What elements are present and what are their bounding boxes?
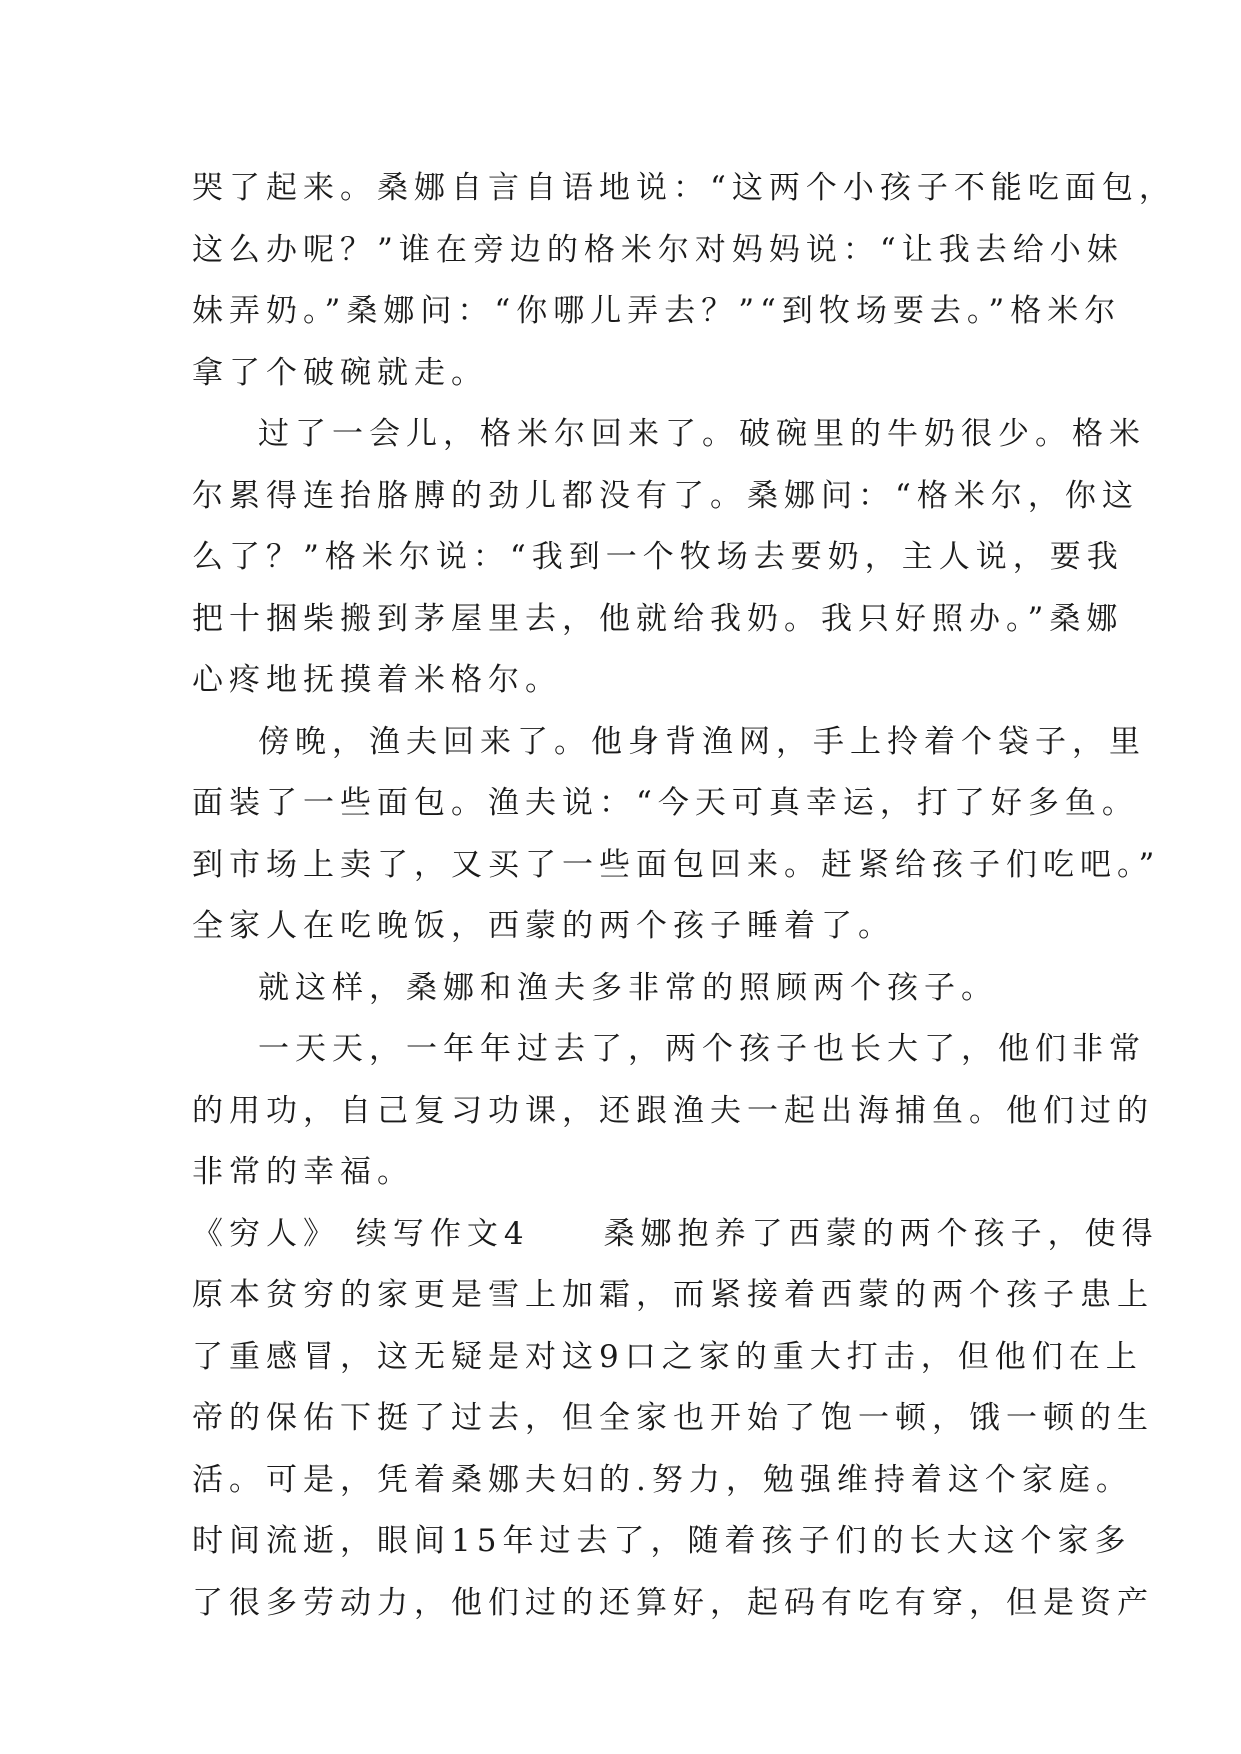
- text-line: 一天天，一年年过去了，两个孩子也长大了，他们非常: [258, 1031, 1146, 1067]
- text-line: 妹弄奶。”桑娜问：“你哪儿弄去？”“到牧场要去。”格米尔: [192, 293, 1122, 329]
- text-line: 全家人在吃晚饭，西蒙的两个孩子睡着了。: [192, 908, 895, 944]
- text-line: 到市场上卖了，又买了一些面包回来。赶紧给孩子们吃吧。”: [192, 846, 1161, 883]
- text-line: 活。可是，凭着桑娜夫妇的.努力，勉强维持着这个家庭。: [192, 1461, 1133, 1498]
- text-line: 时间流逝，眼间15年过去了，随着孩子们的长大这个家多: [192, 1523, 1132, 1559]
- text-line: 哭了起来。桑娜自言自语地说：“这两个小孩子不能吃面包，: [192, 170, 1176, 206]
- text-line: 非常的幸福。: [192, 1154, 414, 1190]
- text-line: 的用功，自己复习功课，还跟渔夫一起出海捕鱼。他们过的: [192, 1092, 1154, 1129]
- text-line: 傍晚，渔夫回来了。他身背渔网，手上拎着个袋子，里: [258, 723, 1146, 760]
- text-line: 么了？”格米尔说：“我到一个牧场去要奶，主人说，要我: [192, 539, 1124, 575]
- text-line: 把十捆柴搬到茅屋里去，他就给我奶。我只好照办。”桑娜: [192, 600, 1124, 637]
- text-line: 原本贫穷的家更是雪上加霜，而紧接着西蒙的两个孩子患上: [192, 1277, 1154, 1313]
- text-line: 拿了个破碗就走。: [192, 354, 488, 391]
- text-line: 这么办呢？”谁在旁边的格米尔对妈妈说：“让我去给小妹: [192, 231, 1124, 268]
- text-line: 了很多劳动力，他们过的还算好，起码有吃有穿，但是资产: [192, 1584, 1154, 1621]
- text-line: 尔累得连抬胳膊的劲儿都没有了。桑娜问：“格米尔，你这: [192, 477, 1139, 514]
- text-line: 就这样，桑娜和渔夫多非常的照顾两个孩子。: [258, 969, 998, 1006]
- text-line: 了重感冒，这无疑是对这9口之家的重大打击，但他们在上: [192, 1338, 1143, 1375]
- text-line: 《穷人》 续写作文4 桑娜抱养了西蒙的两个孩子，使得: [192, 1215, 1159, 1252]
- document-body: [192, 158, 1176, 1634]
- text-line: 帝的保佑下挺了过去，但全家也开始了饱一顿，饿一顿的生: [192, 1400, 1154, 1436]
- text-line: 过了一会儿，格米尔回来了。破碗里的牛奶很少。格米: [258, 416, 1146, 452]
- text-line: 心疼地抚摸着米格尔。: [192, 662, 562, 698]
- text-line: 面装了一些面包。渔夫说：“今天可真幸运，打了好多鱼。: [192, 785, 1139, 821]
